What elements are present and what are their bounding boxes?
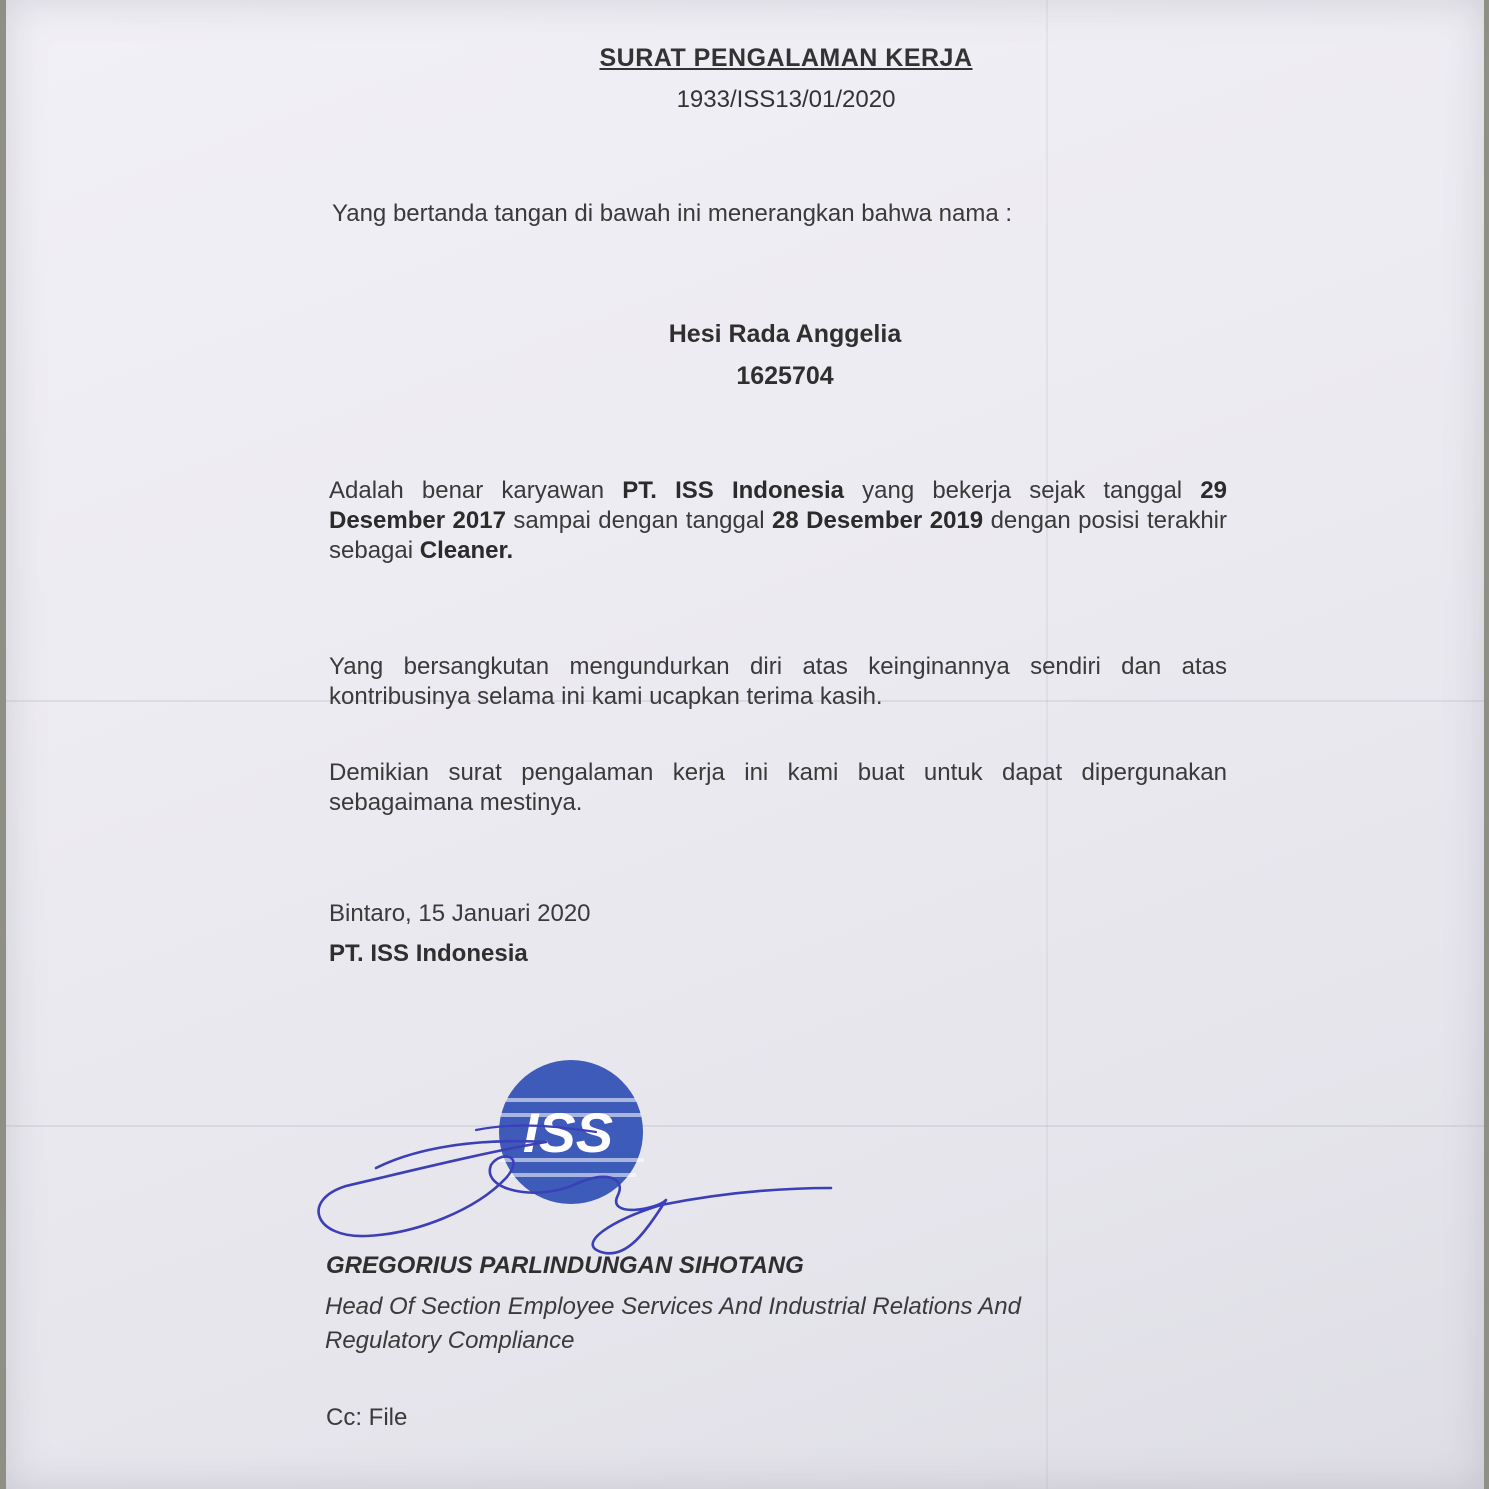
employee-name: Hesi Rada Anggelia bbox=[668, 320, 902, 348]
reference-number: 1933/ISS13/01/2020 bbox=[676, 86, 896, 113]
place-date: Bintaro, 15 Januari 2020 bbox=[329, 900, 591, 927]
signer-title: Head Of Section Employee Services And Industrial Relations And Regulatory Compliance bbox=[325, 1293, 1021, 1354]
fold-line bbox=[1046, 0, 1048, 1489]
employment-paragraph: Adalah benar karyawan PT. ISS Indonesia yang bekerja sejak tanggal 29 Desember 2017 sampai dengan tanggal 28 Desember 2019 dengan posisi terakhir sebagai Cleaner. bbox=[329, 477, 1227, 564]
employee-id: 1625704 bbox=[736, 362, 834, 390]
letter-title: SURAT PENGALAMAN KERJA bbox=[599, 44, 973, 72]
position: Cleaner. bbox=[419, 537, 514, 564]
start-date: 29 Desember 2017 bbox=[329, 477, 1227, 534]
iss-logo bbox=[498, 1060, 644, 1204]
letter-paper bbox=[6, 0, 1484, 1489]
company-name: PT. ISS Indonesia bbox=[622, 477, 844, 504]
intro-text: Yang bertanda tangan di bawah ini menerangkan bahwa nama : bbox=[332, 200, 1013, 227]
resignation-paragraph: Yang bersangkutan mengundurkan diri atas keinginannya sendiri dan atas kontribusinya selama ini kami ucapkan terima kasih. bbox=[329, 653, 1227, 710]
signature-stamp bbox=[306, 1060, 846, 1270]
closing-paragraph: Demikian surat pengalaman kerja ini kami buat untuk dapat dipergunakan sebagaimana mestinya. bbox=[329, 759, 1227, 816]
svg-text:ISS: ISS bbox=[522, 1101, 614, 1164]
cc-line: Cc: File bbox=[326, 1404, 408, 1431]
end-date: 28 Desember 2019 bbox=[772, 507, 984, 534]
company-signature-block: PT. ISS Indonesia bbox=[329, 940, 528, 967]
signer-name: GREGORIUS PARLINDUNGAN SIHOTANG bbox=[326, 1252, 804, 1279]
